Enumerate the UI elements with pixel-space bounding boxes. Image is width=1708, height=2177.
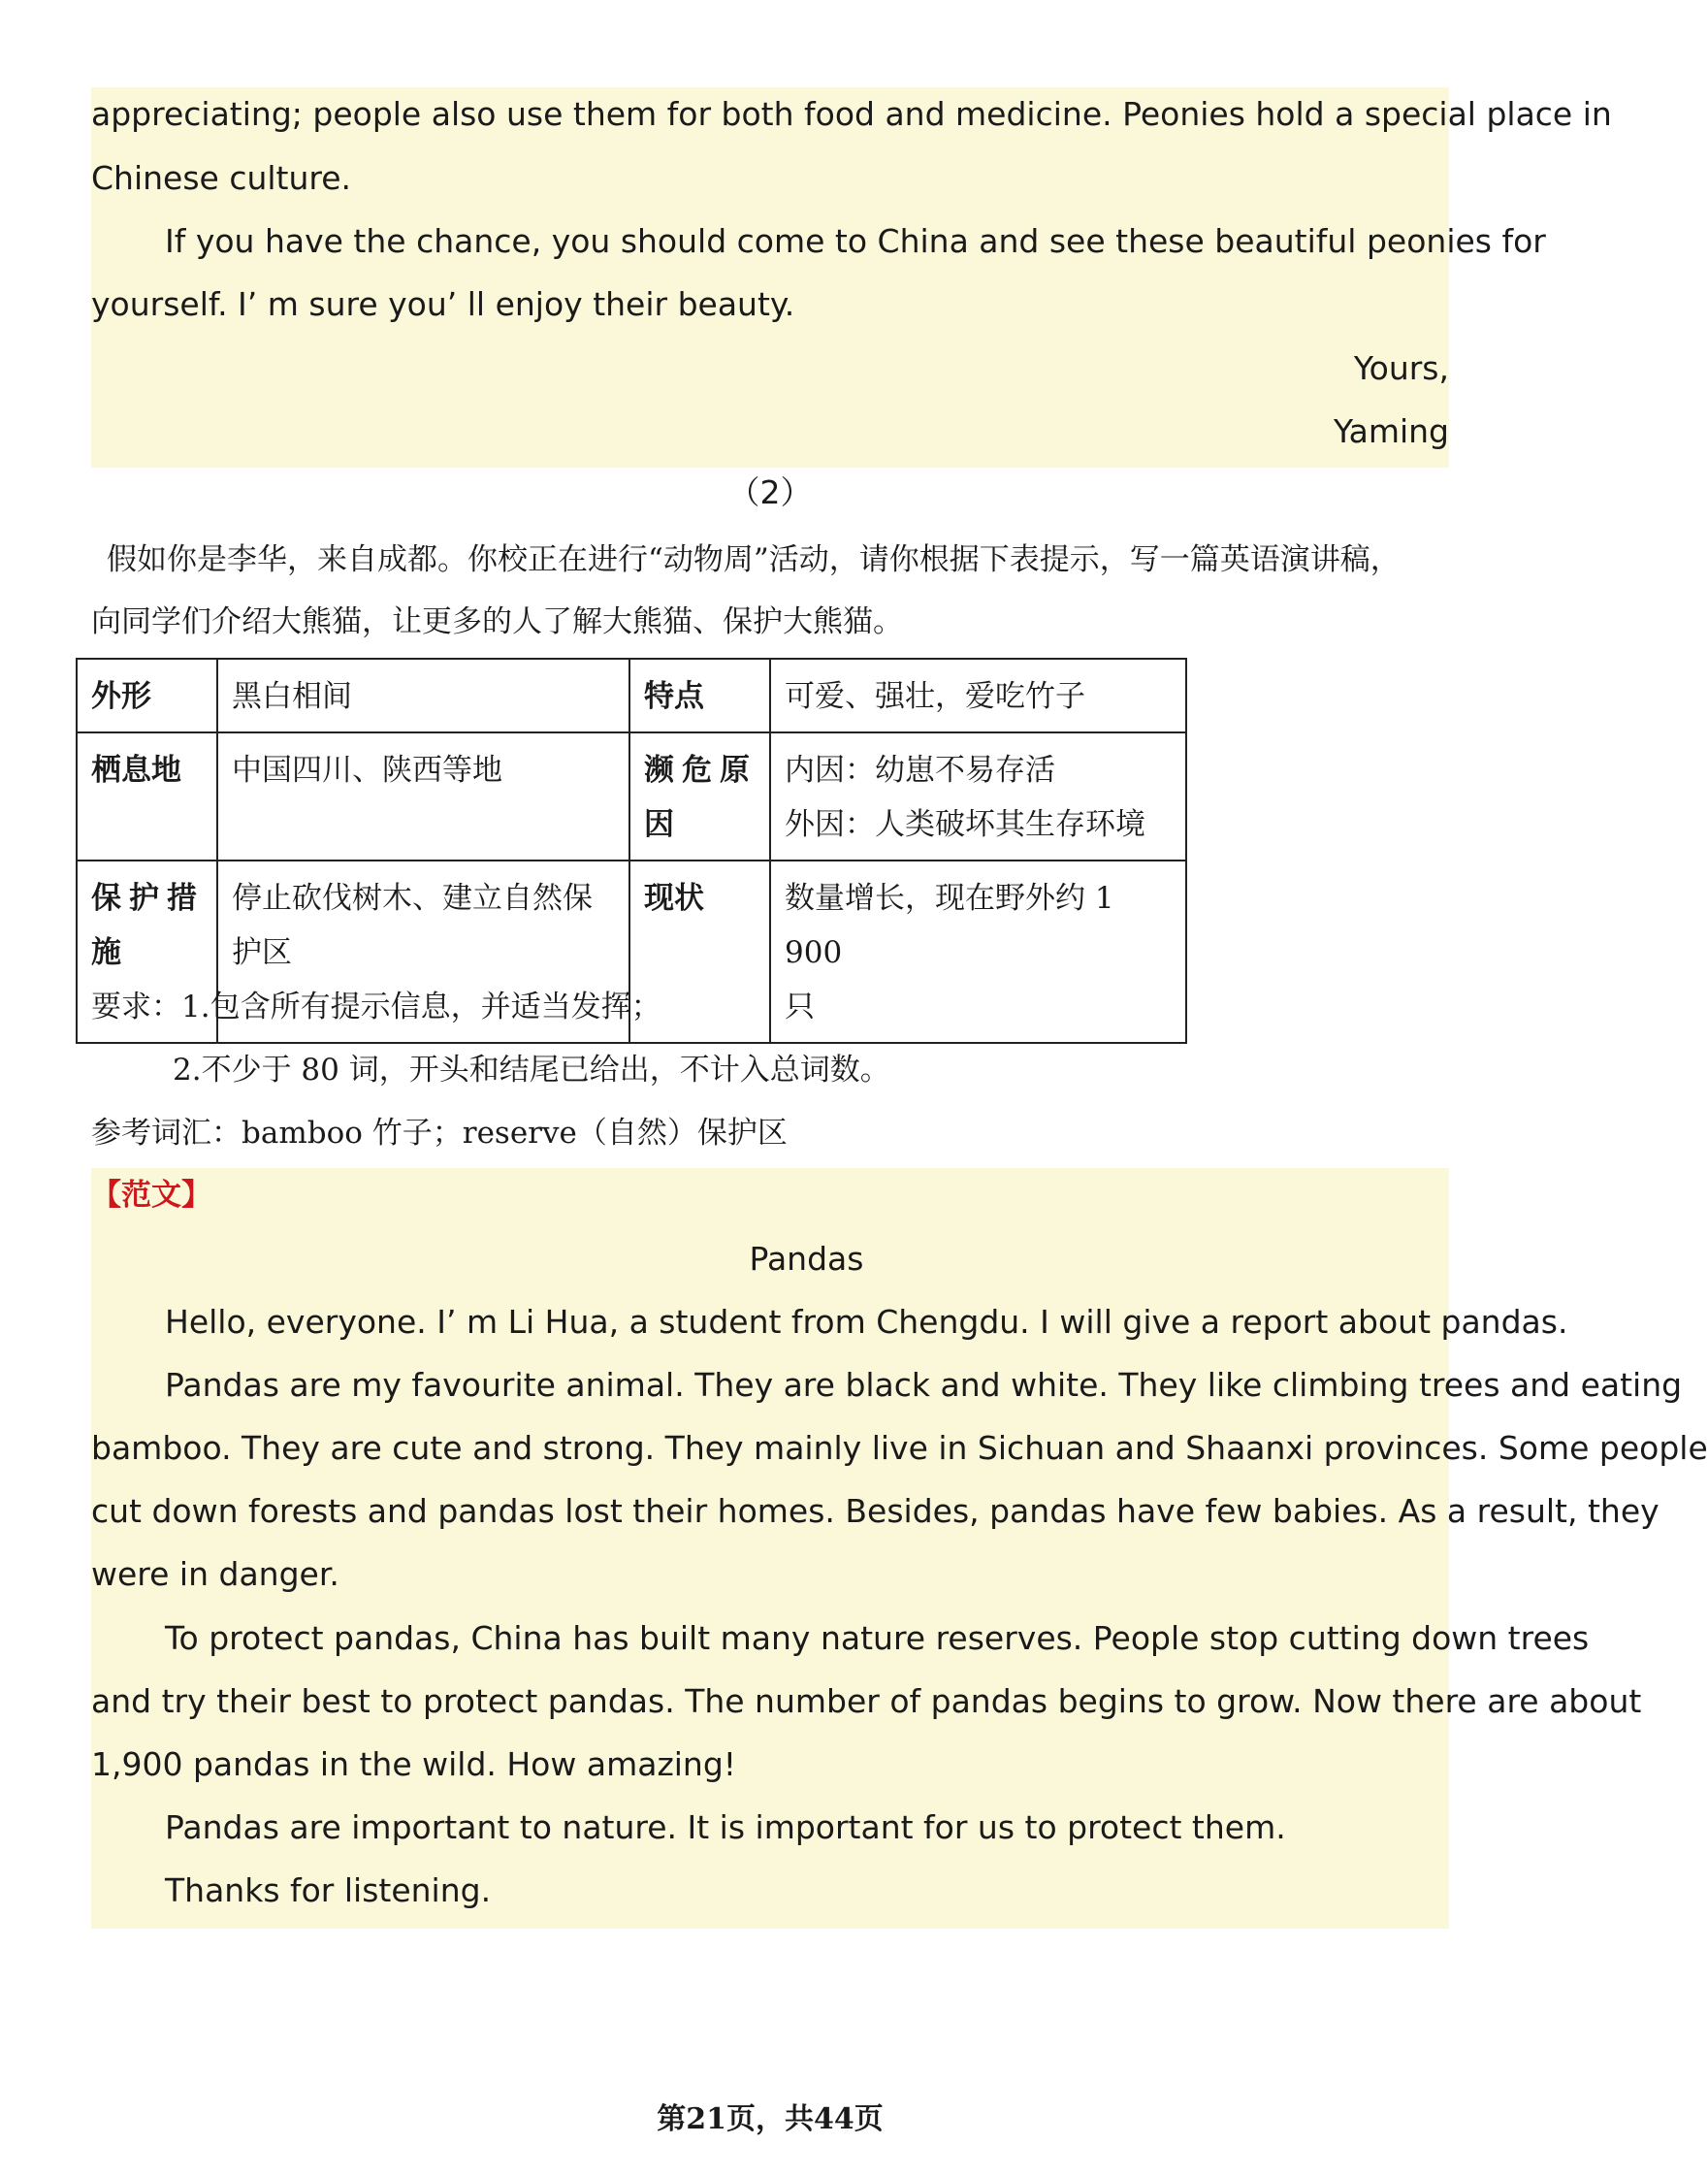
essay-line: and try their best to protect pandas. The number of pandas begins to grow. Now there are about [91, 1682, 1642, 1720]
vocab-line: 参考词汇：bamboo 竹子；reserve（自然）保护区 [91, 1116, 788, 1151]
prompt-line: 假如你是李华，来自成都。你校正在进行“动物周”活动，请你根据下表提示，写一篇英语演讲稿， [107, 542, 1401, 577]
essay-line: To protect pandas, China has built many nature reserves. People stop cutting down trees [165, 1619, 1590, 1657]
section-number: （2） [727, 473, 813, 511]
sample-tag: 【范文】 [91, 1178, 211, 1213]
page-footer: 第21页，共44页 [657, 2102, 884, 2136]
table-cell: 现状 [629, 861, 770, 1043]
letter-highlight [91, 87, 1612, 468]
table-row [77, 659, 1186, 732]
letter-line: Chinese culture. [91, 159, 352, 197]
essay-line: were in danger. [91, 1555, 339, 1593]
table-cell: 黑白相间 [217, 659, 629, 732]
table-cell: 保护措 施 [77, 861, 217, 1043]
table-cell: 濒危原 因 [629, 732, 770, 861]
letter-closing: Yours, [1353, 349, 1449, 387]
table-cell: 数量增长，现在野外约 1 900 只 [770, 861, 1186, 1043]
essay-line: Hello, everyone. I’ m Li Hua, a student from Chengdu. I will give a report about pandas. [165, 1303, 1568, 1341]
requirement-line: 要求：1.包含所有提示信息，并适当发挥； [91, 990, 661, 1024]
essay-line: 1,900 pandas in the wild. How amazing! [91, 1745, 737, 1783]
letter-signature: Yaming [1333, 412, 1449, 450]
essay-line: Pandas are my favourite animal. They are black and white. They like climbing trees and eating [165, 1366, 1683, 1404]
table-cell: 外形 [77, 659, 217, 732]
table-cell: 可爱、强壮，爱吃竹子 [770, 659, 1186, 732]
essay-line: bamboo. They are cute and strong. They mainly live in Sichuan and Shaanxi provinces. Some people [91, 1429, 1708, 1467]
requirement-line: 2.不少于 80 词，开头和结尾已给出，不计入总词数。 [173, 1053, 890, 1088]
panda-info-table [76, 658, 1187, 1044]
essay-line: Pandas are important to nature. It is important for us to protect them. [165, 1808, 1286, 1846]
table-cell: 内因：幼崽不易存活 外因：人类破坏其生存环境 [770, 732, 1186, 861]
prompt-line: 向同学们介绍大熊猫，让更多的人了解大熊猫、保护大熊猫。 [91, 604, 903, 639]
table-cell: 停止砍伐树木、建立自然保 护区 [217, 861, 629, 1043]
table-row [77, 732, 1186, 861]
letter-line: appreciating; people also use them for both food and medicine. Peonies hold a special place in [91, 95, 1612, 133]
essay-title: Pandas [749, 1240, 864, 1278]
table-cell: 特点 [629, 659, 770, 732]
letter-line: yourself. I’ m sure you’ ll enjoy their beauty. [91, 285, 795, 323]
table-cell: 栖息地 [77, 732, 217, 861]
essay-line: cut down forests and pandas lost their homes. Besides, pandas have few babies. As a result, they [91, 1492, 1660, 1530]
table-cell: 中国四川、陕西等地 [217, 732, 629, 861]
letter-line: If you have the chance, you should come to China and see these beautiful peonies for [165, 222, 1546, 260]
essay-line: Thanks for listening. [165, 1871, 492, 1909]
